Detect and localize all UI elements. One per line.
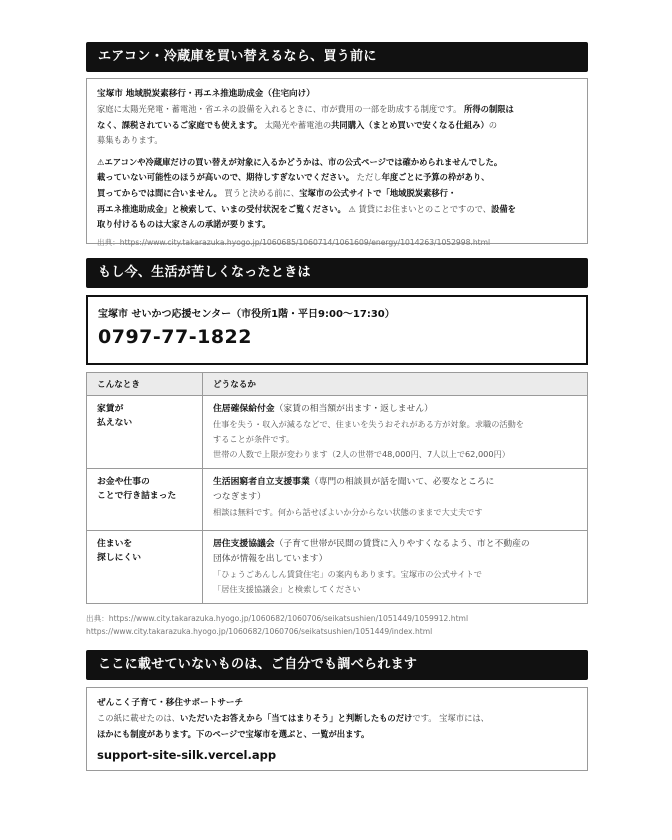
search-box — [86, 687, 588, 771]
program-detail: 仕事を失う・収入が減るなどで、住まいを失うおそれがある方が対象。求職の活動を することが条件です。 — [213, 419, 524, 444]
program-detail: 「ひょうごあんしん賃貸住宅」の案内もあります。宝塚市の公式サイトで 「居住支援協議会」と検索してください — [213, 569, 482, 594]
source-links-hardship[interactable]: 出典：https://www.city.takarazuka.hyogo.jp/1060682/1060706/seikatsushien/1051449/1059912.html https://www.city.takarazuka.hyogo.jp/1060682/1060706/seikatsushien/1051449/index.html — [86, 614, 469, 636]
subsidy-warning: ⚠エアコンや冷蔵庫だけの買い替えが対象に入るかどうかは、市の公式ページでは確かめられませんでした。 載っていない可能性のほうが高いので、期待しすぎないでください。 ただし年度ごとに予算の枠があり、 買ってからでは間に合いません。 買うと決める前に、宝塚市の公式サイトで「地域脱炭素移行・ 再エネ推進助成金」と検索して、いまの受付状況をご覧ください。 ⚠ 賃貸にお住まいとのことですので、設備を 取り付けるものは大家さんの承諾が要ります。 — [97, 156, 516, 230]
section-heading-aircon: エアコン・冷蔵庫を買い替えるなら、買う前に — [86, 42, 588, 72]
column-header-situation: こんなとき — [87, 373, 203, 396]
program-name: 住居確保給付金（家賃の相当額が出ます・返しません） — [213, 404, 433, 414]
subsidy-description: 家庭に太陽光発電・蓄電池・省エネの設備を入れるときに、市が費用の一部を助成する制度です。 所得の制限は なく、課税されているご家庭でも使えます。 太陽光や蓄電池の共同購入（まとめ買いで安くなる仕組み）の 募集もあります。 — [97, 104, 514, 146]
contact-organization: 宝塚市 せいかつ応援センター（市役所1階・平日9:00〜17:30） — [98, 309, 395, 320]
search-service-name: ぜんこく子育て・移住サポートサーチ — [97, 698, 244, 708]
hardship-section — [86, 258, 588, 638]
situation-cell: お金や仕事の ことで行き詰まった — [87, 469, 203, 531]
search-description: この紙に載せたのは、いただいたお答えから「当てはまりそう」と判断したものだけです。 宝塚市には、 ほかにも制度があります。下のページで宝塚市を選ぶと、一覧が出ます。 — [97, 713, 489, 739]
subsidy-box — [86, 78, 588, 247]
contact-box — [86, 295, 588, 365]
aircon-section — [86, 42, 588, 247]
subsidy-name: 宝塚市 地域脱炭素移行・再エネ推進助成金（住宅向け） — [97, 89, 315, 99]
table-header-row — [87, 373, 588, 396]
search-section — [86, 650, 588, 771]
program-name: 居住支援協議会（子育て世帯が民間の賃貸に入りやすくなるよう、市と不動産の 団体が情報を出しています） — [213, 539, 530, 564]
section-heading-search: ここに載せていないものは、ご自分でも調べられます — [86, 650, 588, 680]
document-page — [86, 42, 588, 771]
situation-cell: 住まいを 探しにくい — [87, 531, 203, 604]
situation-cell: 家賃が 払えない — [87, 396, 203, 469]
outcome-cell — [203, 469, 588, 531]
source-link-aircon[interactable]: 出典：https://www.city.takarazuka.hyogo.jp/1060685/1060714/1061609/energy/1014263/1052998.html — [97, 237, 491, 247]
program-detail: 世帯の人数で上限が変わります（2人の世帯で48,000円、7人以上で62,000円） — [213, 449, 510, 459]
column-header-outcome: どうなるか — [203, 373, 588, 396]
outcome-cell — [203, 396, 588, 469]
program-detail: 相談は無料です。何から話せばよいか分からない状態のままで大丈夫です — [213, 507, 483, 517]
table-row — [87, 531, 588, 604]
table-row — [87, 396, 588, 469]
search-site-url[interactable]: support-site-silk.vercel.app — [97, 748, 277, 763]
section-heading-hardship: もし今、生活が苦しくなったときは — [86, 258, 588, 288]
program-name: 生活困窮者自立支援事業（専門の相談員が話を聞いて、必要なところに つなぎます） — [213, 477, 495, 502]
table-row — [87, 469, 588, 531]
support-table — [86, 372, 588, 604]
contact-phone-number[interactable]: 0797-77-1822 — [98, 326, 252, 348]
outcome-cell — [203, 531, 588, 604]
